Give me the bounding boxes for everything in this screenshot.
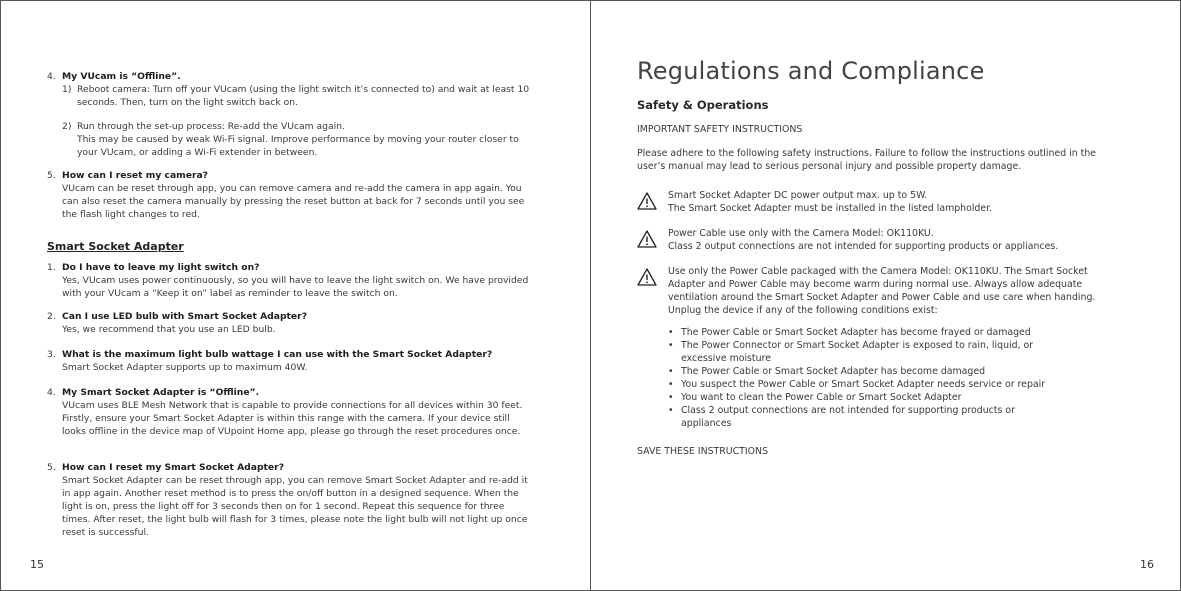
faq-number: 5.	[47, 170, 56, 181]
warning-text	[668, 189, 1107, 215]
warning-text: Use only the Power Cable packaged with the Camera Model: OK110KU. The Smart Socket Adapter and Power Cable may become warm during normal use. Always allow adequate ventilation around the Smart Socket Adapter and Power Cable and use care when handing. Unplug the device if any of the following conditions exist:	[668, 266, 1096, 316]
faq-number: 4.	[47, 71, 56, 82]
warning-line: The Smart Socket Adapter must be installed in the listed lampholder.	[668, 203, 993, 214]
warning-line: Smart Socket Adapter DC power output max. up to 5W.	[668, 190, 928, 201]
intro-paragraph: Please adhere to the following safety instructions. Failure to follow the instructions outlined in the user’s manual may lead to serious personal injury and possible property damage.	[637, 148, 1097, 172]
condition-text: The Power Connector or Smart Socket Adapter is exposed to rain, liquid, or excessive moisture	[681, 340, 1034, 364]
warning-block	[637, 189, 1107, 215]
conditions-list	[668, 326, 1078, 430]
warning-text	[668, 227, 1107, 253]
warning-triangle-icon	[637, 268, 657, 286]
list-item: • The Power Cable or Smart Socket Adapter has become damaged	[668, 366, 986, 377]
step-text: Run through the set-up process: Re-add the VUcam again.	[77, 121, 345, 132]
condition-text: Class 2 output connections are not intended for supporting products or appliances	[681, 405, 1015, 429]
faq-item-adapter	[47, 310, 531, 336]
section-title-smart-socket-adapter: Smart Socket Adapter	[47, 240, 184, 253]
faq-question: How can I reset my Smart Socket Adapter?	[62, 462, 285, 473]
list-item: • You want to clean the Power Cable or Smart Socket Adapter	[668, 392, 962, 403]
faq-number: 4.	[47, 387, 56, 398]
faq-answer: Smart Socket Adapter can be reset through app, you can remove Smart Socket Adapter and re-add it in app again. Another reset method is to press the on/off button in a designed sequence. When the light is on, press the light off for 3 seconds then on for 1 second. Repeat this sequence for three times. After reset, the light bulb will flash for 3 times, please note the light bulb will not light up once reset is successful.	[62, 475, 528, 538]
warning-triangle-icon	[637, 192, 657, 210]
faq-answer: VUcam uses BLE Mesh Network that is capable to provide connections for all devices within 30 feet. Firstly, ensure your Smart Socket Adapter is within this range with the camera. If your device still looks offline in the device map of VUpoint Home app, please go through the reset procedures once.	[62, 400, 523, 437]
faq-answer: VUcam can be reset through app, you can remove camera and re-add the camera in app again. You can also reset the camera manually by pressing the reset button at back for 7 seconds until you see the flash light changes to red.	[62, 183, 525, 220]
faq-item-adapter	[47, 261, 531, 300]
left-page	[0, 1, 590, 590]
list-item: • Class 2 output connections are not intended for supporting products or appliances	[668, 405, 1015, 429]
faq-number: 2.	[47, 311, 56, 322]
offline-step	[47, 120, 531, 159]
faq-number: 1.	[47, 262, 56, 273]
condition-text: You want to clean the Power Cable or Smart Socket Adapter	[681, 392, 962, 403]
faq-item-camera-reset	[47, 169, 531, 221]
faq-question: What is the maximum light bulb wattage I can use with the Smart Socket Adapter?	[62, 349, 493, 360]
faq-question: Can I use LED bulb with Smart Socket Adapter?	[62, 311, 308, 322]
faq-question: My Smart Socket Adapter is “Offline”.	[62, 387, 260, 398]
faq-question: My VUcam is “Offline”.	[62, 71, 181, 82]
step-text: Reboot camera: Turn off your VUcam (using the light switch it’s connected to) and wait at least 10 seconds. Then, turn on the light switch back on.	[77, 84, 530, 108]
condition-text: You suspect the Power Cable or Smart Socket Adapter needs service or repair	[681, 379, 1046, 390]
right-page	[590, 1, 1181, 590]
list-item: • You suspect the Power Cable or Smart Socket Adapter needs service or repair	[668, 379, 1046, 390]
faq-question: How can I reset my camera?	[62, 170, 209, 181]
faq-item-camera-offline	[47, 70, 531, 159]
list-item: • The Power Connector or Smart Socket Adapter is exposed to rain, liquid, or excessive moisture	[668, 340, 1034, 364]
page-title: Regulations and Compliance	[637, 57, 985, 85]
step-number: 1)	[62, 84, 72, 95]
condition-text: The Power Cable or Smart Socket Adapter has become frayed or damaged	[681, 327, 1031, 338]
faq-item-adapter	[47, 386, 531, 438]
page-number: 15	[30, 558, 44, 571]
faq-number: 3.	[47, 349, 56, 360]
warning-block	[637, 265, 1107, 317]
footer-note: SAVE THESE INSTRUCTIONS	[637, 446, 769, 457]
warning-line: Class 2 output connections are not intended for supporting products or appliances.	[668, 241, 1059, 252]
warning-triangle-icon	[637, 230, 657, 248]
faq-item-adapter	[47, 461, 531, 539]
section-subtitle: Safety & Operations	[637, 98, 769, 112]
faq-number: 5.	[47, 462, 56, 473]
faq-answer: Yes, we recommend that you use an LED bulb.	[62, 324, 276, 335]
condition-text: The Power Cable or Smart Socket Adapter has become damaged	[681, 366, 986, 377]
warning-block	[637, 227, 1107, 253]
faq-answer: Yes, VUcam uses power continuously, so you will have to leave the light switch on. We have provided with your VUcam a “Keep it on” label as reminder to leave the switch on.	[62, 275, 529, 299]
faq-item-adapter	[47, 348, 531, 374]
important-heading: IMPORTANT SAFETY INSTRUCTIONS	[637, 124, 803, 135]
page-number: 16	[1140, 558, 1154, 571]
faq-question: Do I have to leave my light switch on?	[62, 262, 260, 273]
faq-answer: Smart Socket Adapter supports up to maximum 40W.	[62, 362, 308, 373]
step-number: 2)	[62, 121, 72, 132]
offline-step	[47, 83, 531, 109]
warning-line: Power Cable use only with the Camera Model: OK110KU.	[668, 228, 934, 239]
step-extra: This may be caused by weak Wi-Fi signal. Improve performance by moving your router closer to your VUcam, or adding a Wi-Fi extender in between.	[77, 134, 519, 158]
list-item: • The Power Cable or Smart Socket Adapter has become frayed or damaged	[668, 327, 1031, 338]
